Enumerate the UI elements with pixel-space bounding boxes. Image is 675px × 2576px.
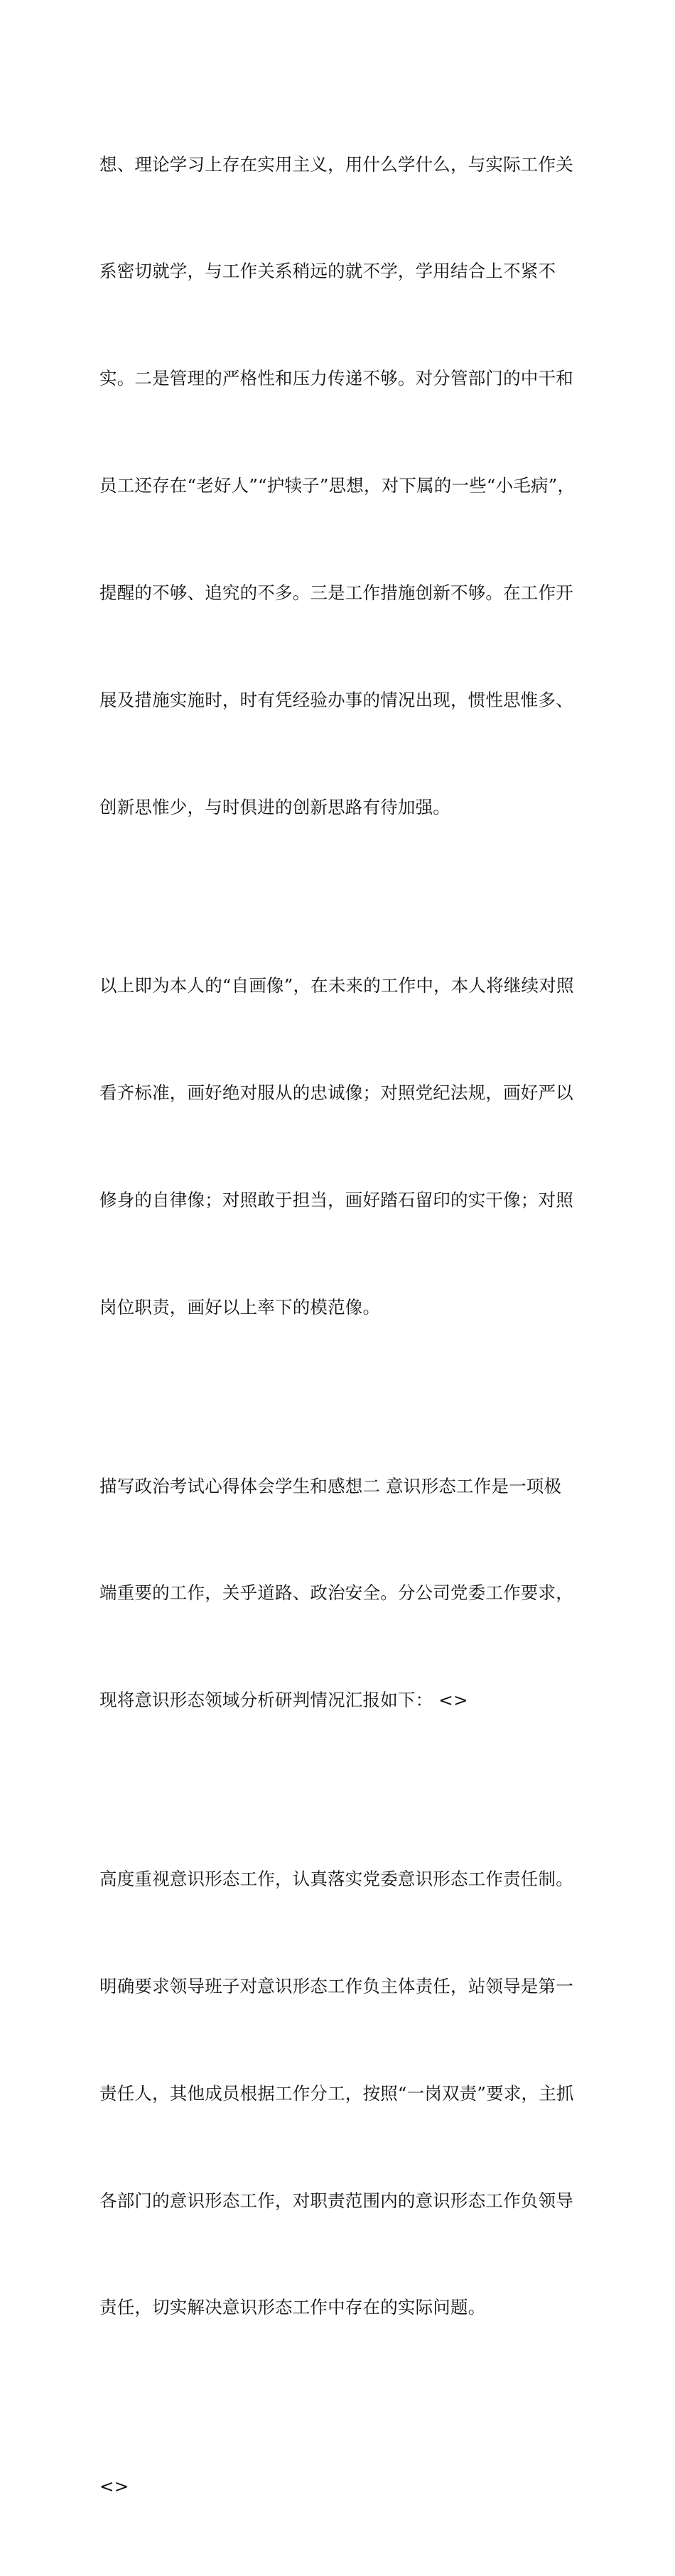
text-line: 各部门的意识形态工作，对职责范围内的意识形态工作负领导 [99,2190,573,2211]
text-line: 现将意识形态领域分析研判情况汇报如下： <> [99,1690,468,1711]
text-line: 描写政治考试心得体会学生和感想二 意识形态工作是一项极 [99,1475,562,1496]
paragraph-1 [99,75,583,897]
text-line: 修身的自律像；对照敢于担当，画好踏石留印的实干像；对照 [99,1190,573,1211]
text-line: <> [99,2475,129,2496]
text-line: 看齐标准，画好绝对服从的忠诚像；对照党纪法规，画好严以 [99,1082,573,1104]
document-body [99,75,583,2576]
text-line: 端重要的工作，关乎道路、政治安全。分公司党委工作要求， [99,1582,573,1604]
paragraph-4 [99,1790,583,2397]
text-line: 展及措施实施时，时有凭经验办事的情况出现，惯性思惟多、 [99,690,573,711]
text-line: 明确要求领导班子对意识形态工作负主体责任，站领导是第一 [99,1975,573,1996]
text-line: 提醒的不够、追究的不多。三是工作措施创新不够。在工作开 [99,582,573,604]
text-line: 以上即为本人的“自画像”，在未来的工作中，本人将继续对照 [99,975,574,996]
text-line: 责任，切实解决意识形态工作中存在的实际问题。 [99,2297,486,2318]
text-line: 岗位职责，画好以上率下的模范像。 [99,1297,381,1318]
text-line: 高度重视意识形态工作，认真落实党委意识形态工作责任制。 [99,1868,573,1889]
text-line: 员工还存在“老好人”“护犊子”思想，对下属的一些“小毛病”， [99,475,576,496]
text-line: 想、理论学习上存在实用主义，用什么学什么，与实际工作关 [99,153,573,175]
paragraph-3 [99,1397,583,1790]
paragraph-2 [99,897,583,1397]
text-line: 创新思惟少，与时俱进的创新思路有待加强。 [99,796,450,817]
paragraph-5 [99,2397,583,2575]
text-line: 系密切就学，与工作关系稍远的就不学，学用结合上不紧不 [99,261,556,282]
text-line: 责任人，其他成员根据工作分工，按照“一岗双责”要求，主抓 [99,2082,574,2104]
text-line: 实。二是管理的严格性和压力传递不够。对分管部门的中干和 [99,368,573,389]
